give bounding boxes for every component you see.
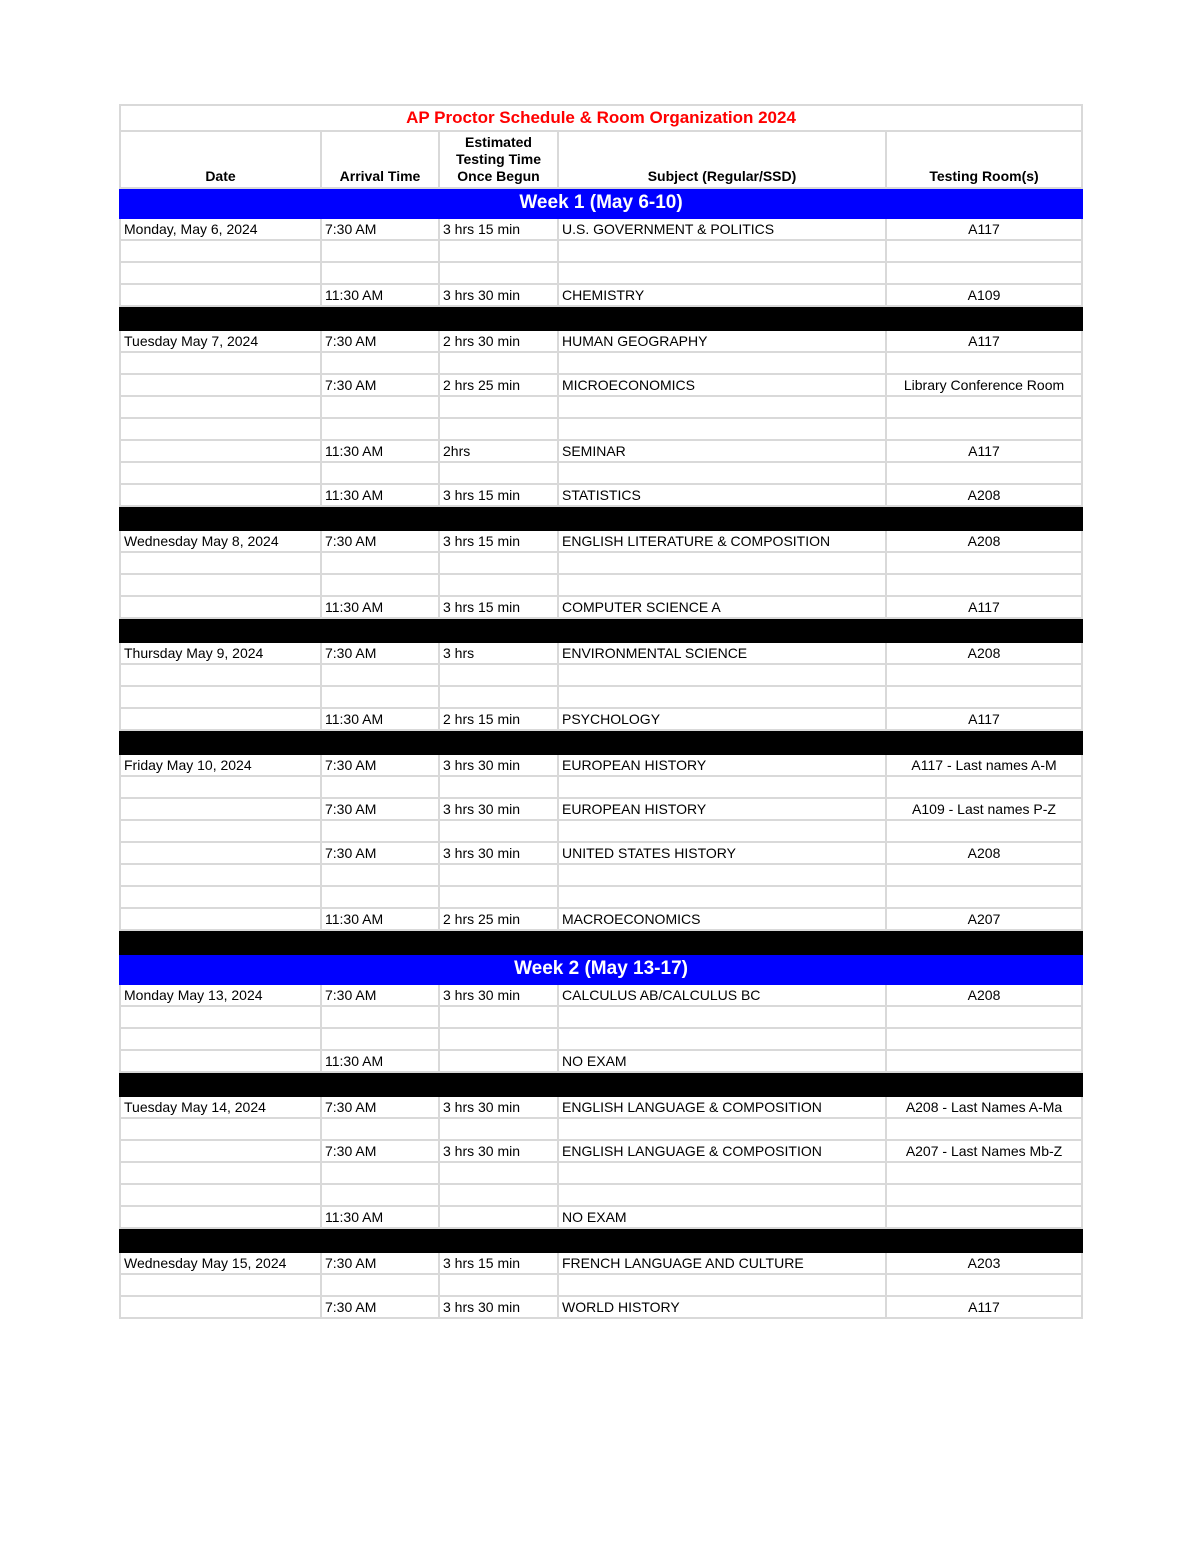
day-separator <box>120 618 1082 642</box>
arrival-time-cell: 7:30 AM <box>321 218 439 240</box>
date-cell <box>120 842 321 864</box>
table-row <box>120 984 1082 1006</box>
duration-cell <box>439 1184 558 1206</box>
date-cell: Wednesday May 15, 2024 <box>120 1252 321 1274</box>
subject-cell <box>558 418 886 440</box>
room-cell: A117 <box>886 596 1082 618</box>
schedule-body <box>120 188 1082 1318</box>
date-cell <box>120 1162 321 1184</box>
room-cell <box>886 262 1082 284</box>
table-row <box>120 908 1082 930</box>
separator-bar <box>120 506 1082 530</box>
subject-cell <box>558 1028 886 1050</box>
subject-cell: MICROECONOMICS <box>558 374 886 396</box>
blank-row <box>120 886 1082 908</box>
arrival-time-cell <box>321 1274 439 1296</box>
arrival-time-cell <box>321 240 439 262</box>
subject-cell <box>558 240 886 262</box>
table-row <box>120 330 1082 352</box>
arrival-time-cell: 11:30 AM <box>321 596 439 618</box>
arrival-time-cell: 11:30 AM <box>321 1206 439 1228</box>
subject-cell: ENGLISH LANGUAGE & COMPOSITION <box>558 1140 886 1162</box>
room-cell <box>886 240 1082 262</box>
week-header: Week 1 (May 6-10) <box>120 188 1082 218</box>
subject-cell <box>558 1274 886 1296</box>
duration-cell <box>439 776 558 798</box>
table-row <box>120 440 1082 462</box>
duration-cell: 3 hrs 15 min <box>439 484 558 506</box>
date-cell <box>120 820 321 842</box>
duration-cell: 3 hrs 15 min <box>439 1252 558 1274</box>
room-cell: A117 <box>886 1296 1082 1318</box>
room-cell <box>886 574 1082 596</box>
room-cell <box>886 1028 1082 1050</box>
duration-cell <box>439 686 558 708</box>
subject-cell <box>558 1006 886 1028</box>
room-cell <box>886 864 1082 886</box>
header-testing-room: Testing Room(s) <box>886 131 1082 188</box>
duration-cell: 3 hrs 30 min <box>439 842 558 864</box>
subject-cell: NO EXAM <box>558 1050 886 1072</box>
subject-cell: PSYCHOLOGY <box>558 708 886 730</box>
subject-cell: STATISTICS <box>558 484 886 506</box>
blank-row <box>120 352 1082 374</box>
blank-row <box>120 776 1082 798</box>
header-estimated-time: Estimated Testing Time Once Begun <box>439 131 558 188</box>
arrival-time-cell: 7:30 AM <box>321 1096 439 1118</box>
subject-cell <box>558 664 886 686</box>
arrival-time-cell <box>321 552 439 574</box>
room-cell: A207 - Last Names Mb-Z <box>886 1140 1082 1162</box>
table-row <box>120 484 1082 506</box>
date-cell <box>120 1006 321 1028</box>
blank-row <box>120 686 1082 708</box>
arrival-time-cell <box>321 462 439 484</box>
room-cell: A208 <box>886 642 1082 664</box>
room-cell: A208 <box>886 530 1082 552</box>
room-cell: A208 <box>886 842 1082 864</box>
arrival-time-cell: 11:30 AM <box>321 284 439 306</box>
duration-cell: 3 hrs 30 min <box>439 1296 558 1318</box>
date-cell <box>120 374 321 396</box>
arrival-time-cell <box>321 1162 439 1184</box>
arrival-time-cell <box>321 776 439 798</box>
date-cell <box>120 484 321 506</box>
subject-cell <box>558 864 886 886</box>
arrival-time-cell <box>321 864 439 886</box>
date-cell <box>120 1184 321 1206</box>
room-cell: Library Conference Room <box>886 374 1082 396</box>
date-cell <box>120 440 321 462</box>
table-row <box>120 218 1082 240</box>
day-separator <box>120 506 1082 530</box>
arrival-time-cell: 11:30 AM <box>321 1050 439 1072</box>
room-cell <box>886 776 1082 798</box>
blank-row <box>120 396 1082 418</box>
date-cell <box>120 552 321 574</box>
date-cell: Tuesday May 7, 2024 <box>120 330 321 352</box>
room-cell: A207 <box>886 908 1082 930</box>
subject-cell <box>558 776 886 798</box>
table-row <box>120 530 1082 552</box>
blank-row <box>120 1118 1082 1140</box>
arrival-time-cell <box>321 352 439 374</box>
table-row <box>120 1252 1082 1274</box>
subject-cell: CALCULUS AB/CALCULUS BC <box>558 984 886 1006</box>
title-row <box>120 105 1082 131</box>
room-cell: A117 <box>886 440 1082 462</box>
blank-row <box>120 1184 1082 1206</box>
week-header-row <box>120 954 1082 984</box>
duration-cell <box>439 1274 558 1296</box>
duration-cell <box>439 574 558 596</box>
duration-cell: 2 hrs 25 min <box>439 374 558 396</box>
subject-cell <box>558 820 886 842</box>
blank-row <box>120 262 1082 284</box>
subject-cell <box>558 686 886 708</box>
blank-row <box>120 1006 1082 1028</box>
date-cell: Friday May 10, 2024 <box>120 754 321 776</box>
arrival-time-cell: 7:30 AM <box>321 330 439 352</box>
room-cell <box>886 686 1082 708</box>
table-row <box>120 596 1082 618</box>
subject-cell <box>558 1162 886 1184</box>
date-cell <box>120 1028 321 1050</box>
header-date: Date <box>120 131 321 188</box>
arrival-time-cell: 7:30 AM <box>321 1296 439 1318</box>
blank-row <box>120 864 1082 886</box>
room-cell <box>886 820 1082 842</box>
duration-cell: 3 hrs 15 min <box>439 596 558 618</box>
duration-cell: 3 hrs 30 min <box>439 798 558 820</box>
duration-cell <box>439 1006 558 1028</box>
arrival-time-cell <box>321 1006 439 1028</box>
header-subject: Subject (Regular/SSD) <box>558 131 886 188</box>
room-cell <box>886 1050 1082 1072</box>
schedule-title: AP Proctor Schedule & Room Organization 2024 <box>120 105 1082 131</box>
subject-cell: MACROECONOMICS <box>558 908 886 930</box>
room-cell <box>886 462 1082 484</box>
date-cell <box>120 240 321 262</box>
room-cell <box>886 1118 1082 1140</box>
day-separator <box>120 930 1082 954</box>
date-cell <box>120 284 321 306</box>
subject-cell: EUROPEAN HISTORY <box>558 754 886 776</box>
table-row <box>120 642 1082 664</box>
subject-cell: COMPUTER SCIENCE A <box>558 596 886 618</box>
date-cell <box>120 396 321 418</box>
arrival-time-cell <box>321 1028 439 1050</box>
room-cell <box>886 418 1082 440</box>
duration-cell: 3 hrs 15 min <box>439 530 558 552</box>
room-cell <box>886 1006 1082 1028</box>
arrival-time-cell <box>321 262 439 284</box>
date-cell <box>120 1118 321 1140</box>
duration-cell: 3 hrs 30 min <box>439 284 558 306</box>
table-row <box>120 1206 1082 1228</box>
arrival-time-cell: 11:30 AM <box>321 708 439 730</box>
arrival-time-cell: 7:30 AM <box>321 642 439 664</box>
arrival-time-cell <box>321 820 439 842</box>
table-row <box>120 798 1082 820</box>
room-cell: A203 <box>886 1252 1082 1274</box>
duration-cell <box>439 1118 558 1140</box>
room-cell <box>886 664 1082 686</box>
arrival-time-cell <box>321 1184 439 1206</box>
arrival-time-cell: 7:30 AM <box>321 1140 439 1162</box>
week-header: Week 2 (May 13-17) <box>120 954 1082 984</box>
subject-cell: HUMAN GEOGRAPHY <box>558 330 886 352</box>
blank-row <box>120 418 1082 440</box>
date-cell <box>120 574 321 596</box>
arrival-time-cell <box>321 886 439 908</box>
subject-cell: FRENCH LANGUAGE AND CULTURE <box>558 1252 886 1274</box>
duration-cell <box>439 886 558 908</box>
duration-cell: 2 hrs 15 min <box>439 708 558 730</box>
header-arrival-time: Arrival Time <box>321 131 439 188</box>
date-cell: Thursday May 9, 2024 <box>120 642 321 664</box>
duration-cell <box>439 396 558 418</box>
room-cell: A109 <box>886 284 1082 306</box>
room-cell: A208 - Last Names A-Ma <box>886 1096 1082 1118</box>
date-cell <box>120 908 321 930</box>
duration-cell: 3 hrs <box>439 642 558 664</box>
duration-cell <box>439 664 558 686</box>
room-cell <box>886 352 1082 374</box>
day-separator <box>120 1228 1082 1252</box>
day-separator <box>120 1072 1082 1096</box>
subject-cell <box>558 262 886 284</box>
arrival-time-cell <box>321 418 439 440</box>
duration-cell: 2hrs <box>439 440 558 462</box>
date-cell <box>120 1140 321 1162</box>
arrival-time-cell: 11:30 AM <box>321 440 439 462</box>
duration-cell: 3 hrs 30 min <box>439 1096 558 1118</box>
arrival-time-cell <box>321 1118 439 1140</box>
date-cell <box>120 1050 321 1072</box>
arrival-time-cell: 11:30 AM <box>321 908 439 930</box>
date-cell <box>120 1206 321 1228</box>
separator-bar <box>120 930 1082 954</box>
subject-cell <box>558 552 886 574</box>
date-cell: Wednesday May 8, 2024 <box>120 530 321 552</box>
room-cell <box>886 1206 1082 1228</box>
date-cell: Monday, May 6, 2024 <box>120 218 321 240</box>
subject-cell <box>558 1184 886 1206</box>
week-header-row <box>120 188 1082 218</box>
arrival-time-cell: 7:30 AM <box>321 1252 439 1274</box>
blank-row <box>120 820 1082 842</box>
subject-cell <box>558 1118 886 1140</box>
date-cell: Monday May 13, 2024 <box>120 984 321 1006</box>
day-separator <box>120 306 1082 330</box>
arrival-time-cell: 7:30 AM <box>321 374 439 396</box>
subject-cell: WORLD HISTORY <box>558 1296 886 1318</box>
blank-row <box>120 664 1082 686</box>
table-row <box>120 374 1082 396</box>
subject-cell <box>558 574 886 596</box>
table-row <box>120 754 1082 776</box>
room-cell: A109 - Last names P-Z <box>886 798 1082 820</box>
table-row <box>120 1096 1082 1118</box>
room-cell: A117 <box>886 330 1082 352</box>
date-cell <box>120 262 321 284</box>
blank-row <box>120 574 1082 596</box>
proctor-schedule-table <box>119 104 1083 1319</box>
date-cell <box>120 664 321 686</box>
subject-cell: ENVIRONMENTAL SCIENCE <box>558 642 886 664</box>
arrival-time-cell: 7:30 AM <box>321 530 439 552</box>
separator-bar <box>120 618 1082 642</box>
duration-cell <box>439 240 558 262</box>
arrival-time-cell <box>321 396 439 418</box>
duration-cell: 3 hrs 30 min <box>439 754 558 776</box>
date-cell <box>120 1274 321 1296</box>
date-cell <box>120 596 321 618</box>
room-cell <box>886 1184 1082 1206</box>
room-cell: A117 <box>886 218 1082 240</box>
separator-bar <box>120 306 1082 330</box>
date-cell <box>120 462 321 484</box>
date-cell <box>120 708 321 730</box>
blank-row <box>120 1274 1082 1296</box>
date-cell <box>120 352 321 374</box>
table-row <box>120 1140 1082 1162</box>
duration-cell: 2 hrs 30 min <box>439 330 558 352</box>
blank-row <box>120 1028 1082 1050</box>
duration-cell: 3 hrs 30 min <box>439 1140 558 1162</box>
duration-cell <box>439 864 558 886</box>
duration-cell <box>439 552 558 574</box>
table-row <box>120 1050 1082 1072</box>
date-cell <box>120 886 321 908</box>
arrival-time-cell <box>321 664 439 686</box>
duration-cell <box>439 820 558 842</box>
arrival-time-cell: 7:30 AM <box>321 754 439 776</box>
table-row <box>120 842 1082 864</box>
arrival-time-cell: 7:30 AM <box>321 842 439 864</box>
subject-cell: ENGLISH LANGUAGE & COMPOSITION <box>558 1096 886 1118</box>
subject-cell <box>558 352 886 374</box>
duration-cell <box>439 1050 558 1072</box>
arrival-time-cell <box>321 574 439 596</box>
date-cell <box>120 864 321 886</box>
room-cell: A208 <box>886 484 1082 506</box>
subject-cell: SEMINAR <box>558 440 886 462</box>
arrival-time-cell: 11:30 AM <box>321 484 439 506</box>
subject-cell <box>558 396 886 418</box>
duration-cell <box>439 352 558 374</box>
separator-bar <box>120 1072 1082 1096</box>
table-row <box>120 284 1082 306</box>
subject-cell: CHEMISTRY <box>558 284 886 306</box>
date-cell <box>120 1296 321 1318</box>
duration-cell <box>439 262 558 284</box>
duration-cell <box>439 1162 558 1184</box>
table-row <box>120 708 1082 730</box>
room-cell: A117 <box>886 708 1082 730</box>
subject-cell: ENGLISH LITERATURE & COMPOSITION <box>558 530 886 552</box>
duration-cell <box>439 418 558 440</box>
date-cell <box>120 686 321 708</box>
subject-cell: EUROPEAN HISTORY <box>558 798 886 820</box>
day-separator <box>120 730 1082 754</box>
duration-cell: 2 hrs 25 min <box>439 908 558 930</box>
date-cell <box>120 776 321 798</box>
subject-cell <box>558 886 886 908</box>
separator-bar <box>120 1228 1082 1252</box>
blank-row <box>120 462 1082 484</box>
date-cell <box>120 798 321 820</box>
blank-row <box>120 1162 1082 1184</box>
room-cell <box>886 886 1082 908</box>
subject-cell: UNITED STATES HISTORY <box>558 842 886 864</box>
separator-bar <box>120 730 1082 754</box>
room-cell <box>886 1274 1082 1296</box>
duration-cell <box>439 1028 558 1050</box>
date-cell: Tuesday May 14, 2024 <box>120 1096 321 1118</box>
subject-cell: U.S. GOVERNMENT & POLITICS <box>558 218 886 240</box>
subject-cell: NO EXAM <box>558 1206 886 1228</box>
duration-cell: 3 hrs 15 min <box>439 218 558 240</box>
blank-row <box>120 552 1082 574</box>
date-cell <box>120 418 321 440</box>
room-cell <box>886 552 1082 574</box>
table-row <box>120 1296 1082 1318</box>
duration-cell <box>439 1206 558 1228</box>
room-cell <box>886 396 1082 418</box>
arrival-time-cell: 7:30 AM <box>321 798 439 820</box>
duration-cell: 3 hrs 30 min <box>439 984 558 1006</box>
duration-cell <box>439 462 558 484</box>
room-cell: A117 - Last names A-M <box>886 754 1082 776</box>
arrival-time-cell: 7:30 AM <box>321 984 439 1006</box>
arrival-time-cell <box>321 686 439 708</box>
room-cell: A208 <box>886 984 1082 1006</box>
blank-row <box>120 240 1082 262</box>
header-row <box>120 131 1082 188</box>
subject-cell <box>558 462 886 484</box>
room-cell <box>886 1162 1082 1184</box>
